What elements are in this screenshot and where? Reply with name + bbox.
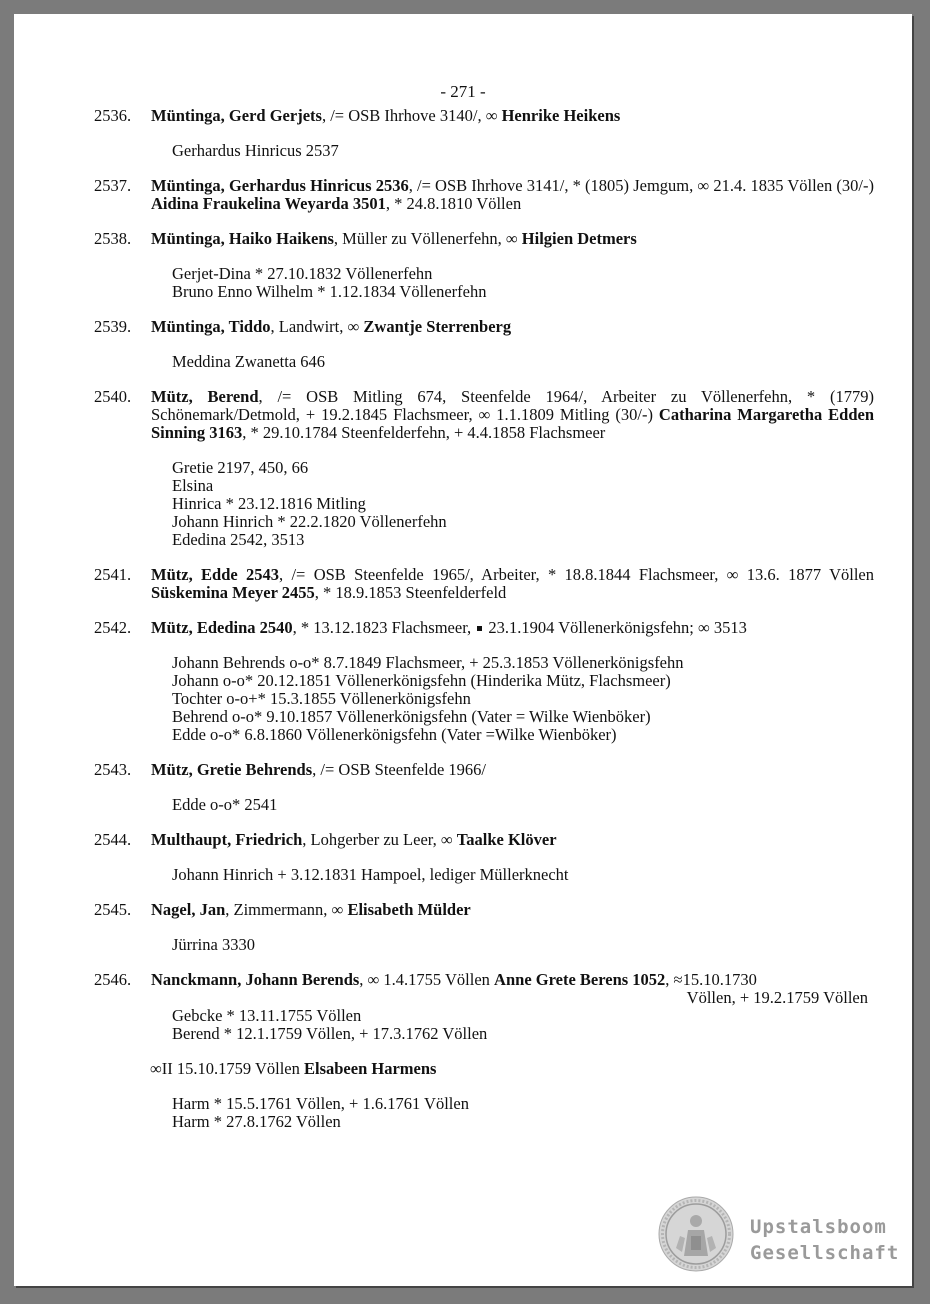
entry-text [151, 761, 874, 779]
children-list [172, 654, 874, 744]
person-name: Hilgien Detmers [521, 229, 637, 248]
child-line: Johann o-o* 20.12.1851 Völlenerkönigsfehn (Hinderika Mütz, Flachsmeer) [172, 671, 671, 690]
children-list [172, 1095, 874, 1131]
children-list [172, 353, 874, 371]
entry-text [151, 901, 874, 919]
entry-detail: , * 29.10.1784 Steenfelderfehn, + 4.4.1858 Flachsmeer [242, 423, 606, 442]
entry-text [151, 177, 874, 213]
children-list [172, 142, 874, 160]
society-seal-logo [658, 1196, 734, 1272]
genealogy-entry [94, 388, 874, 549]
person-name: Mütz, Ededina 2540 [151, 618, 293, 637]
person-name: Mütz, Edde 2543 [151, 565, 280, 584]
genealogy-entry [94, 107, 874, 160]
entry-detail: , Landwirt, ∞ [270, 317, 364, 336]
page-number: - 271 - [440, 82, 486, 101]
child-line: Jürrina 3330 [172, 935, 255, 954]
child-line: Bruno Enno Wilhelm * 1.12.1834 Völlenerfehn [172, 282, 487, 301]
entry-detail: , /= OSB Mitling 674, Steenfelde 1964/, Arbeiter zu Völlenerfehn, * (1779) Schönemark/Detmold, + 19.2.1845 Flachsmeer, ∞ 1.1.1809 Mitling (30/-) [151, 387, 874, 424]
person-name: Anne Grete Berens 1052 [494, 970, 666, 989]
child-line: Meddina Zwanetta 646 [172, 352, 326, 371]
genealogy-entry [94, 566, 874, 602]
person-name: Catharina Margaretha Edden Sinning 3163 [151, 405, 874, 442]
person-name: Aidina Fraukelina Weyarda 3501 [151, 194, 386, 213]
entry-number: 2537. [94, 176, 132, 195]
person-name: Müntinga, Haiko Haikens [151, 229, 334, 248]
entry-number: 2540. [94, 387, 132, 406]
entry-detail: , /= OSB Ihrhove 3140/, ∞ [321, 106, 502, 125]
entry-detail: , * 24.8.1810 Völlen [385, 194, 522, 213]
entry-text [151, 388, 874, 442]
genealogy-entry [94, 831, 874, 884]
child-line: Berend * 12.1.1759 Völlen, + 17.3.1762 Völlen [172, 1024, 488, 1043]
person-name: Multhaupt, Friedrich [151, 830, 303, 849]
child-line: Gretie 2197, 450, 66 [172, 458, 309, 477]
genealogy-entry [94, 318, 874, 371]
child-line: Johann Hinrich + 3.12.1831 Hampoel, lediger Müllerknecht [172, 865, 569, 884]
children-list [172, 936, 874, 954]
entry-number: 2542. [94, 618, 132, 637]
entry-text-line [151, 971, 874, 989]
child-line: Edde o-o* 6.8.1860 Völlenerkönigsfehn (Vater =Wilke Wienböker) [172, 725, 617, 744]
society-name [750, 1214, 899, 1266]
person-name: Müntinga, Tiddo [151, 317, 271, 336]
genealogy-entry [94, 177, 874, 213]
child-line: Harm * 15.5.1761 Völlen, + 1.6.1761 Völlen [172, 1094, 469, 1113]
second-marriage [150, 1060, 874, 1078]
children-list [172, 796, 874, 814]
entry-number: 2536. [94, 106, 132, 125]
child-line: Hinrica * 23.12.1816 Mitling [172, 494, 366, 513]
child-line: Harm * 27.8.1762 Völlen [172, 1112, 341, 1131]
entry-number: 2543. [94, 760, 132, 779]
entry-number: 2545. [94, 900, 132, 919]
children-list [172, 265, 874, 301]
person-name: Süskemina Meyer 2455 [151, 583, 315, 602]
death-symbol [477, 626, 482, 631]
document-page [14, 14, 912, 1286]
person-name: Elsabeen Harmens [304, 1059, 437, 1078]
person-name: Elisabeth Mülder [347, 900, 471, 919]
child-line: Tochter o-o+* 15.3.1855 Völlenerkönigsfehn [172, 689, 471, 708]
genealogy-entry [94, 901, 874, 954]
person-name: Müntinga, Gerd Gerjets [151, 106, 322, 125]
entry-text [151, 107, 874, 125]
entry-detail: , * 18.9.1853 Steenfelderfeld [314, 583, 507, 602]
person-name: Zwantje Sterrenberg [363, 317, 512, 336]
entry-text [151, 619, 874, 637]
person-name: Taalke Klöver [456, 830, 557, 849]
entry-detail: , * 13.12.1823 Flachsmeer, [292, 618, 476, 637]
entry-number: 2544. [94, 830, 132, 849]
children-list [172, 866, 874, 884]
entry-text [151, 971, 874, 1007]
child-line: Gerhardus Hinricus 2537 [172, 141, 339, 160]
entry-text [151, 230, 874, 248]
entry-text-line: Völlen, + 19.2.1759 Völlen [686, 988, 868, 1007]
person-name: Nagel, Jan [151, 900, 226, 919]
child-line: Ededina 2542, 3513 [172, 530, 305, 549]
entry-text [151, 318, 874, 336]
child-line: Johann Behrends o-o* 8.7.1849 Flachsmeer, + 25.3.1853 Völlenerkönigsfehn [172, 653, 684, 672]
person-name: Müntinga, Gerhardus Hinricus 2536 [151, 176, 409, 195]
entry-detail: , ∞ 1.4.1755 Völlen [359, 970, 495, 989]
entry-detail: , Müller zu Völlenerfehn, ∞ [333, 229, 522, 248]
child-line: Gebcke * 13.11.1755 Völlen [172, 1006, 362, 1025]
entry-detail: , Lohgerber zu Leer, ∞ [302, 830, 457, 849]
society-name-line2: Gesellschaft [750, 1242, 900, 1264]
entry-text [151, 831, 874, 849]
entry-detail: , /= OSB Ihrhove 3141/, * (1805) Jemgum, ∞ 21.4. 1835 Völlen (30/-) [408, 176, 874, 195]
entry-detail: , /= OSB Steenfelde 1965/, Arbeiter, * 18.8.1844 Flachsmeer, ∞ 13.6. 1877 Völlen [279, 565, 875, 584]
child-line: Gerjet-Dina * 27.10.1832 Völlenerfehn [172, 264, 433, 283]
person-name: Mütz, Gretie Behrends [151, 760, 313, 779]
entry-number: 2538. [94, 229, 132, 248]
genealogy-entry [94, 971, 874, 1131]
person-name: Henrike Heikens [501, 106, 621, 125]
entry-number: 2546. [94, 970, 132, 989]
entry-number: 2541. [94, 565, 132, 584]
child-line: Johann Hinrich * 22.2.1820 Völlenerfehn [172, 512, 447, 531]
genealogy-entry [94, 761, 874, 814]
genealogy-entry [94, 230, 874, 301]
entry-text [151, 566, 874, 602]
person-name: Nanckmann, Johann Berends [151, 970, 360, 989]
genealogy-entry [94, 619, 874, 744]
child-line: Behrend o-o* 9.10.1857 Völlenerkönigsfehn (Vater = Wilke Wienböker) [172, 707, 651, 726]
children-list [172, 1007, 874, 1043]
entry-detail: , ≈15.10.1730 [665, 970, 757, 989]
entry-number: 2539. [94, 317, 132, 336]
children-list [172, 459, 874, 549]
society-name-line1: Upstalsboom [750, 1216, 887, 1238]
child-line: Edde o-o* 2541 [172, 795, 278, 814]
entry-detail: 23.1.1904 Völlenerkönigsfehn; ∞ 3513 [484, 618, 747, 637]
entry-list [94, 107, 874, 1148]
entry-detail: , /= OSB Steenfelde 1966/ [312, 760, 487, 779]
entry-detail: ∞II 15.10.1759 Völlen [150, 1059, 304, 1078]
entry-detail: , Zimmermann, ∞ [225, 900, 348, 919]
child-line: Elsina [172, 476, 214, 495]
person-name: Mütz, Berend [151, 387, 259, 406]
